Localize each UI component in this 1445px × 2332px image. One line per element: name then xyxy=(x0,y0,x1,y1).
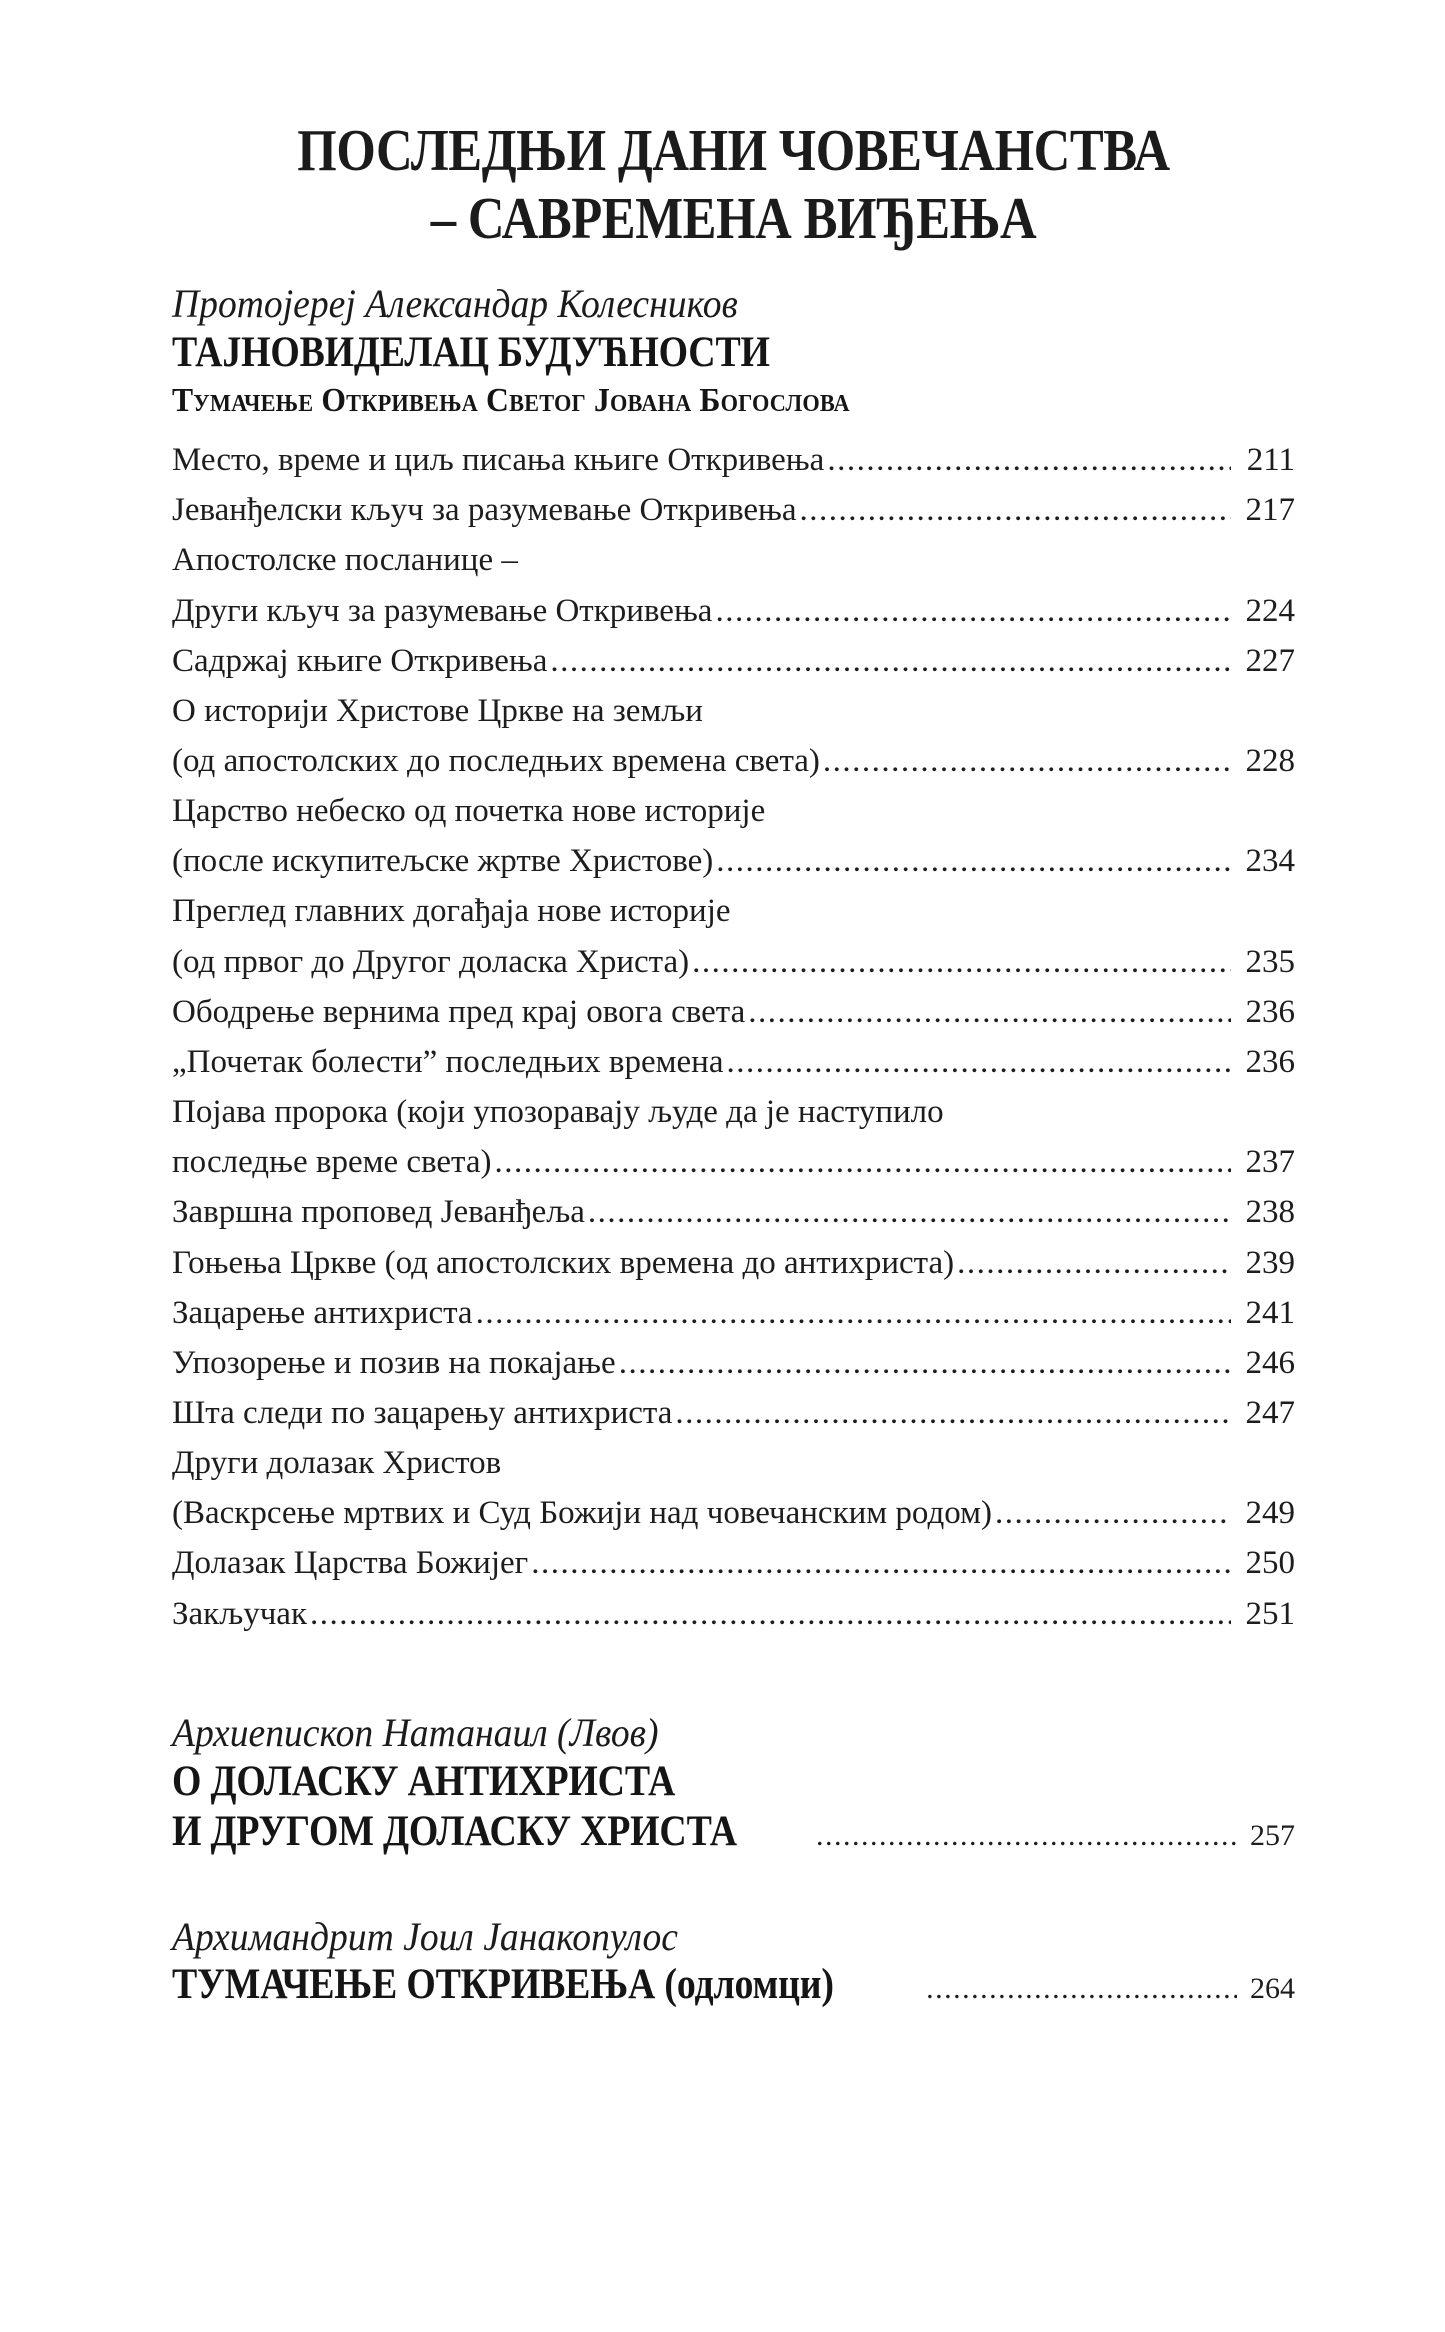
section-spacer xyxy=(172,1639,1295,1683)
toc-entry-label: Садржај књиге Откривења xyxy=(172,642,548,679)
toc-row[interactable] xyxy=(172,1187,1295,1237)
section-spacer xyxy=(172,1857,1295,1887)
section-kolesnikov xyxy=(172,280,1295,1639)
work-page-number: 257 xyxy=(1250,1818,1295,1852)
section-natanail[interactable] xyxy=(172,1709,1295,1857)
toc-entry-label: последње време света) xyxy=(172,1144,492,1181)
author-name: Архимандрит Јоил Јанакопулос xyxy=(172,1913,678,1959)
work-title: ТАЈНОВИДЕЛАЦ БУДУЋНОСТИ xyxy=(172,329,770,377)
toc-entry-page: 217 xyxy=(1245,492,1295,529)
dot-leader xyxy=(675,1388,1231,1438)
toc-row[interactable] xyxy=(172,736,1295,786)
toc-entry-page: 249 xyxy=(1245,1495,1295,1532)
toc-entry-label: (од апостолских до последњих времена света) xyxy=(172,742,820,779)
toc-entry-page: 251 xyxy=(1245,1595,1295,1632)
dot-leader xyxy=(310,1589,1231,1639)
dot-leader xyxy=(716,836,1231,886)
toc-entry-first-line: О историји Христове Цркве на земљи xyxy=(172,692,703,729)
toc-row[interactable] xyxy=(172,1238,1295,1288)
toc-row[interactable] xyxy=(172,1338,1295,1388)
toc-entry-page: 247 xyxy=(1245,1395,1295,1432)
toc-row[interactable] xyxy=(172,1538,1295,1588)
toc-row[interactable] xyxy=(172,485,1295,535)
toc-entry-page: 238 xyxy=(1245,1194,1295,1231)
dot-leader xyxy=(692,937,1231,987)
toc-row[interactable] xyxy=(172,836,1295,886)
toc-row[interactable] xyxy=(172,636,1295,686)
toc-entry-label: Зацарење антихриста xyxy=(172,1294,473,1331)
toc-row[interactable] xyxy=(172,1037,1295,1087)
page-title-line-2: – САВРЕМЕНА ВИЂЕЊА xyxy=(430,184,1037,251)
toc-entry-page: 235 xyxy=(1245,943,1295,980)
toc-entry-label: Други кључ за разумевање Откривења xyxy=(172,592,713,629)
toc-entry-page: 234 xyxy=(1245,843,1295,880)
work-title-row[interactable] xyxy=(172,1960,1295,2010)
toc-entry[interactable] xyxy=(172,1238,1295,1288)
toc-entry[interactable] xyxy=(172,1187,1295,1237)
toc-entry[interactable] xyxy=(172,1388,1295,1438)
work-title-line-1: О ДОЛАСКУ АНТИХРИСТА xyxy=(172,1757,676,1805)
toc-entry-page: 211 xyxy=(1246,442,1295,479)
dot-leader xyxy=(550,636,1231,686)
dot-leader xyxy=(926,1972,1237,2006)
toc-row[interactable] xyxy=(172,1488,1295,1538)
toc-entry-page: 237 xyxy=(1245,1144,1295,1181)
toc-entry[interactable] xyxy=(172,1087,1295,1187)
toc-entry[interactable] xyxy=(172,886,1295,986)
dot-leader xyxy=(800,485,1231,535)
toc-entry-page: 246 xyxy=(1245,1344,1295,1381)
toc-entry-page: 236 xyxy=(1245,1043,1295,1080)
toc-entry-page: 227 xyxy=(1245,642,1295,679)
toc-entry-label: Долазак Царства Божијег xyxy=(172,1545,529,1582)
toc-entry-label: Место, време и циљ писања књиге Откривења xyxy=(172,442,825,479)
toc-entry-page: 228 xyxy=(1245,742,1295,779)
toc-row[interactable] xyxy=(172,987,1295,1037)
toc-entry-label: (Васкрсење мртвих и Суд Божији над човечанским родом) xyxy=(172,1495,992,1532)
toc-entry-first-line: Царство небеско од почетка нове историје xyxy=(172,793,766,830)
toc-entry[interactable] xyxy=(172,535,1295,635)
dot-leader xyxy=(588,1187,1231,1237)
toc-entry[interactable] xyxy=(172,485,1295,535)
section-janakopulos[interactable] xyxy=(172,1913,1295,2010)
toc-row[interactable] xyxy=(172,1137,1295,1187)
dot-leader xyxy=(619,1338,1231,1388)
toc-entry-first-line: Други долазак Христов xyxy=(172,1445,502,1482)
toc-entry-page: 239 xyxy=(1245,1244,1295,1281)
work-title-row[interactable] xyxy=(172,1807,1295,1857)
dot-leader xyxy=(995,1488,1231,1538)
toc-entry[interactable] xyxy=(172,1438,1295,1538)
dot-leader xyxy=(715,586,1231,636)
toc-entry-page: 250 xyxy=(1245,1545,1295,1582)
toc-entry-label: Ободрење вернима пред крај овога света xyxy=(172,993,746,1030)
toc-entry-label: Упозорење и позив на покајање xyxy=(172,1344,616,1381)
toc-entry[interactable] xyxy=(172,786,1295,886)
toc-entry-first-line: Апостолске посланице – xyxy=(172,542,518,579)
dot-leader xyxy=(957,1238,1231,1288)
toc-entry-page: 224 xyxy=(1245,592,1295,629)
toc-entry-label: Завршна проповед Јеванђеља xyxy=(172,1194,585,1231)
toc-entry[interactable] xyxy=(172,987,1295,1037)
toc-list xyxy=(172,435,1295,1639)
work-subtitle: Тумачење Откривења Светог Јована Богослова xyxy=(172,381,850,419)
dot-leader xyxy=(823,736,1231,786)
toc-entry-label: (од првог до Другог доласка Христа) xyxy=(172,943,690,980)
toc-entry-label: Јеванђелски кључ за разумевање Откривења xyxy=(172,492,797,529)
author-name: Архиепископ Натанаил (Лвов) xyxy=(172,1709,659,1755)
toc-row[interactable] xyxy=(172,435,1295,485)
work-title-line-1: ТУМАЧЕЊЕ ОТКРИВЕЊА (одломци) xyxy=(172,1960,834,2008)
toc-row[interactable] xyxy=(172,1589,1295,1639)
toc-entry-label: (после искупитељске жртве Христове) xyxy=(172,843,714,880)
toc-row[interactable] xyxy=(172,1388,1295,1438)
toc-row[interactable] xyxy=(172,937,1295,987)
dot-leader xyxy=(816,1819,1237,1853)
toc-entry-page: 241 xyxy=(1245,1294,1295,1331)
page-title-line-1: ПОСЛЕДЊИ ДАНИ ЧОВЕЧАНСТВА xyxy=(297,117,1170,183)
toc-row[interactable] xyxy=(172,586,1295,636)
toc-content xyxy=(172,117,1295,2010)
toc-entry[interactable] xyxy=(172,435,1295,485)
toc-row[interactable] xyxy=(172,1288,1295,1338)
dot-leader xyxy=(748,987,1231,1037)
toc-entry-label: Гоњења Цркве (од апостолских времена до антихриста) xyxy=(172,1244,955,1281)
dot-leader xyxy=(531,1538,1231,1588)
toc-entry-label: „Почетак болести” последњих времена xyxy=(172,1043,724,1080)
dot-leader xyxy=(726,1037,1231,1087)
toc-entry-page: 236 xyxy=(1245,993,1295,1030)
toc-entry-first-line: Појава пророка (који упозоравају људе да је наступило xyxy=(172,1094,944,1131)
author-name: Протојереј Александар Колесников xyxy=(172,280,738,326)
dot-leader xyxy=(827,435,1231,485)
work-page-number: 264 xyxy=(1250,1971,1295,2005)
dot-leader xyxy=(476,1288,1231,1338)
toc-entry[interactable] xyxy=(172,1538,1295,1588)
toc-entry[interactable] xyxy=(172,1589,1295,1639)
toc-entry[interactable] xyxy=(172,1338,1295,1388)
toc-entry[interactable] xyxy=(172,1288,1295,1338)
dot-leader xyxy=(495,1137,1231,1187)
work-title-line-2: И ДРУГОМ ДОЛАСКУ ХРИСТА xyxy=(172,1807,737,1855)
toc-entry-label: Шта следи по зацарењу антихриста xyxy=(172,1395,673,1432)
toc-entry-label: Закључак xyxy=(172,1595,307,1632)
toc-entry-first-line: Преглед главних догађаја нове историје xyxy=(172,893,731,930)
page-title xyxy=(251,117,1217,251)
toc-entry[interactable] xyxy=(172,1037,1295,1087)
toc-entry[interactable] xyxy=(172,686,1295,786)
toc-entry[interactable] xyxy=(172,636,1295,686)
